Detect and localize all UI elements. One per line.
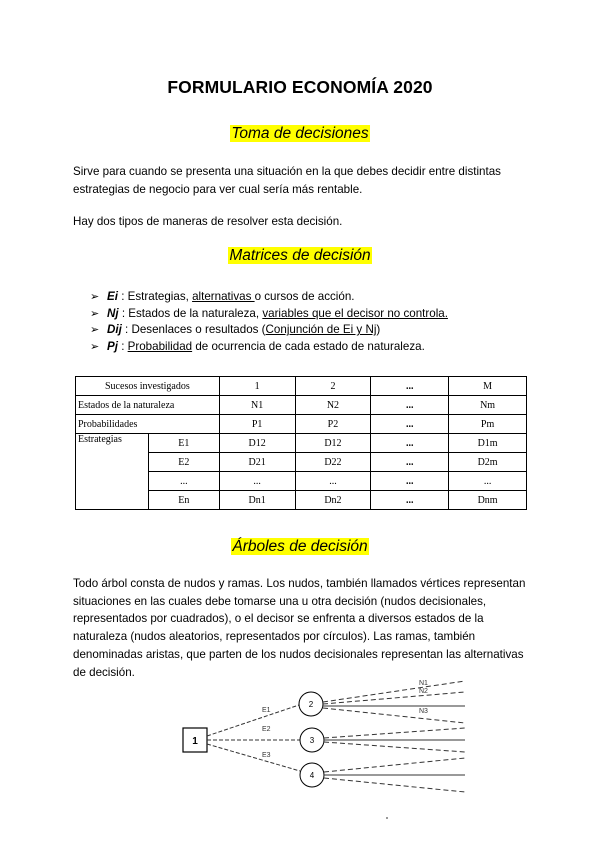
table-cell: Dn1 [219,491,295,510]
paragraph-two-methods: Hay dos tipos de maneras de resolver esta decisión. [73,215,343,228]
table-cell: 1 [219,377,295,396]
paragraph-tree-description: Todo árbol consta de nudos y ramas. Los nudos, también llamados vértices representan situaciones en las cuales debe tomarse una u otra decisión (nudos decisionales, representados por cuadrados), o el decisor se enfrenta a diversos estados de la naturaleza (nudos aleatorios, representados por círculos). Las ramas, también denominadas aristas, que parten de los nudos decisionales representan las alternativas de decisión. [73,577,526,679]
table-cell: 2 [295,377,371,396]
table-cell: D1m [449,434,527,453]
table-cell: Dn2 [295,491,371,510]
table-cell: ... [148,472,219,491]
branch-label: E3 [262,752,271,759]
chance-node-label: 4 [309,771,315,780]
decision-node-label: 1 [192,736,198,747]
outcome-label: N1 [419,680,428,687]
table-cell: D12 [219,434,295,453]
table-cell: ... [371,396,449,415]
definition-dij: ➢ Dij : Desenlaces o resultados (Conjunción de Ei y Nj) [90,322,448,339]
arrow-bullet-icon: ➢ [90,324,100,337]
table-cell: Estados de la naturaleza [76,396,220,415]
table-cell: Nm [449,396,527,415]
table-cell: E2 [148,453,219,472]
tree-outcome-branch [324,728,465,738]
tree-outcome-branch [324,778,465,792]
table-cell: D2m [449,453,527,472]
table-cell: E1 [148,434,219,453]
outcome-label: N3 [419,708,428,715]
heading-matrices-de-decision: Matrices de decisión [229,247,371,264]
arrow-bullet-icon: ➢ [90,340,100,353]
table-cell: D22 [295,453,371,472]
tree-branch-e1 [207,705,299,736]
arrow-bullet-icon: ➢ [90,291,100,303]
table-cell: N2 [295,396,371,415]
table-cell: ... [371,415,449,434]
table-cell: Dnm [449,491,527,510]
branch-label: E2 [262,726,271,733]
table-cell: ... [371,377,449,396]
definition-ei: ➢ Ei : Estrategias, alternativas o cursos de acción. [90,289,448,306]
table-cell: ... [371,491,449,510]
table-cell: M [449,377,527,396]
table-cell: ... [371,453,449,472]
tree-outcome-branch [323,708,465,723]
definition-nj: ➢ Nj : Estados de la naturaleza, variables que el decisor no controla. [90,306,448,323]
document-title: FORMULARIO ECONOMÍA 2020 [167,77,433,97]
tree-outcome-branch [324,758,465,772]
table-cell: Probabilidades [76,415,220,434]
table-cell: ... [371,472,449,491]
table-cell: Sucesos investigados [76,377,220,396]
heading-toma-de-decisiones: Toma de decisiones [231,125,369,142]
table-cell: ... [371,434,449,453]
outcome-label: N2 [419,688,428,695]
tree-outcome-branch [323,681,465,702]
tree-branch-e3 [207,744,300,771]
chance-node-label: 3 [309,736,315,745]
branch-label: E1 [262,707,271,714]
table-cell: P1 [219,415,295,434]
paragraph-intro: Sirve para cuando se presenta una situación en la que debes decidir entre distintas estrategias de negocio para ver cual sería más rentable. [73,165,501,196]
table-cell: ... [219,472,295,491]
tree-outcome-branch [324,742,465,752]
table-cell: D12 [295,434,371,453]
arrow-bullet-icon: ➢ [90,307,100,320]
chance-node-label: 2 [308,700,314,709]
table-cell: ... [295,472,371,491]
table-cell: P2 [295,415,371,434]
table-cell: En [148,491,219,510]
table-cell: ... [449,472,527,491]
table-cell: Estrategias [76,434,149,510]
tree-outcome-branch [323,692,465,704]
table-cell: D21 [219,453,295,472]
table-cell: Pm [449,415,527,434]
definition-pj: ➢ Pj : Probabilidad de ocurrencia de cada estado de naturaleza. [90,339,448,356]
heading-arboles-de-decision: Árboles de decisión [232,538,368,555]
table-cell: N1 [219,396,295,415]
